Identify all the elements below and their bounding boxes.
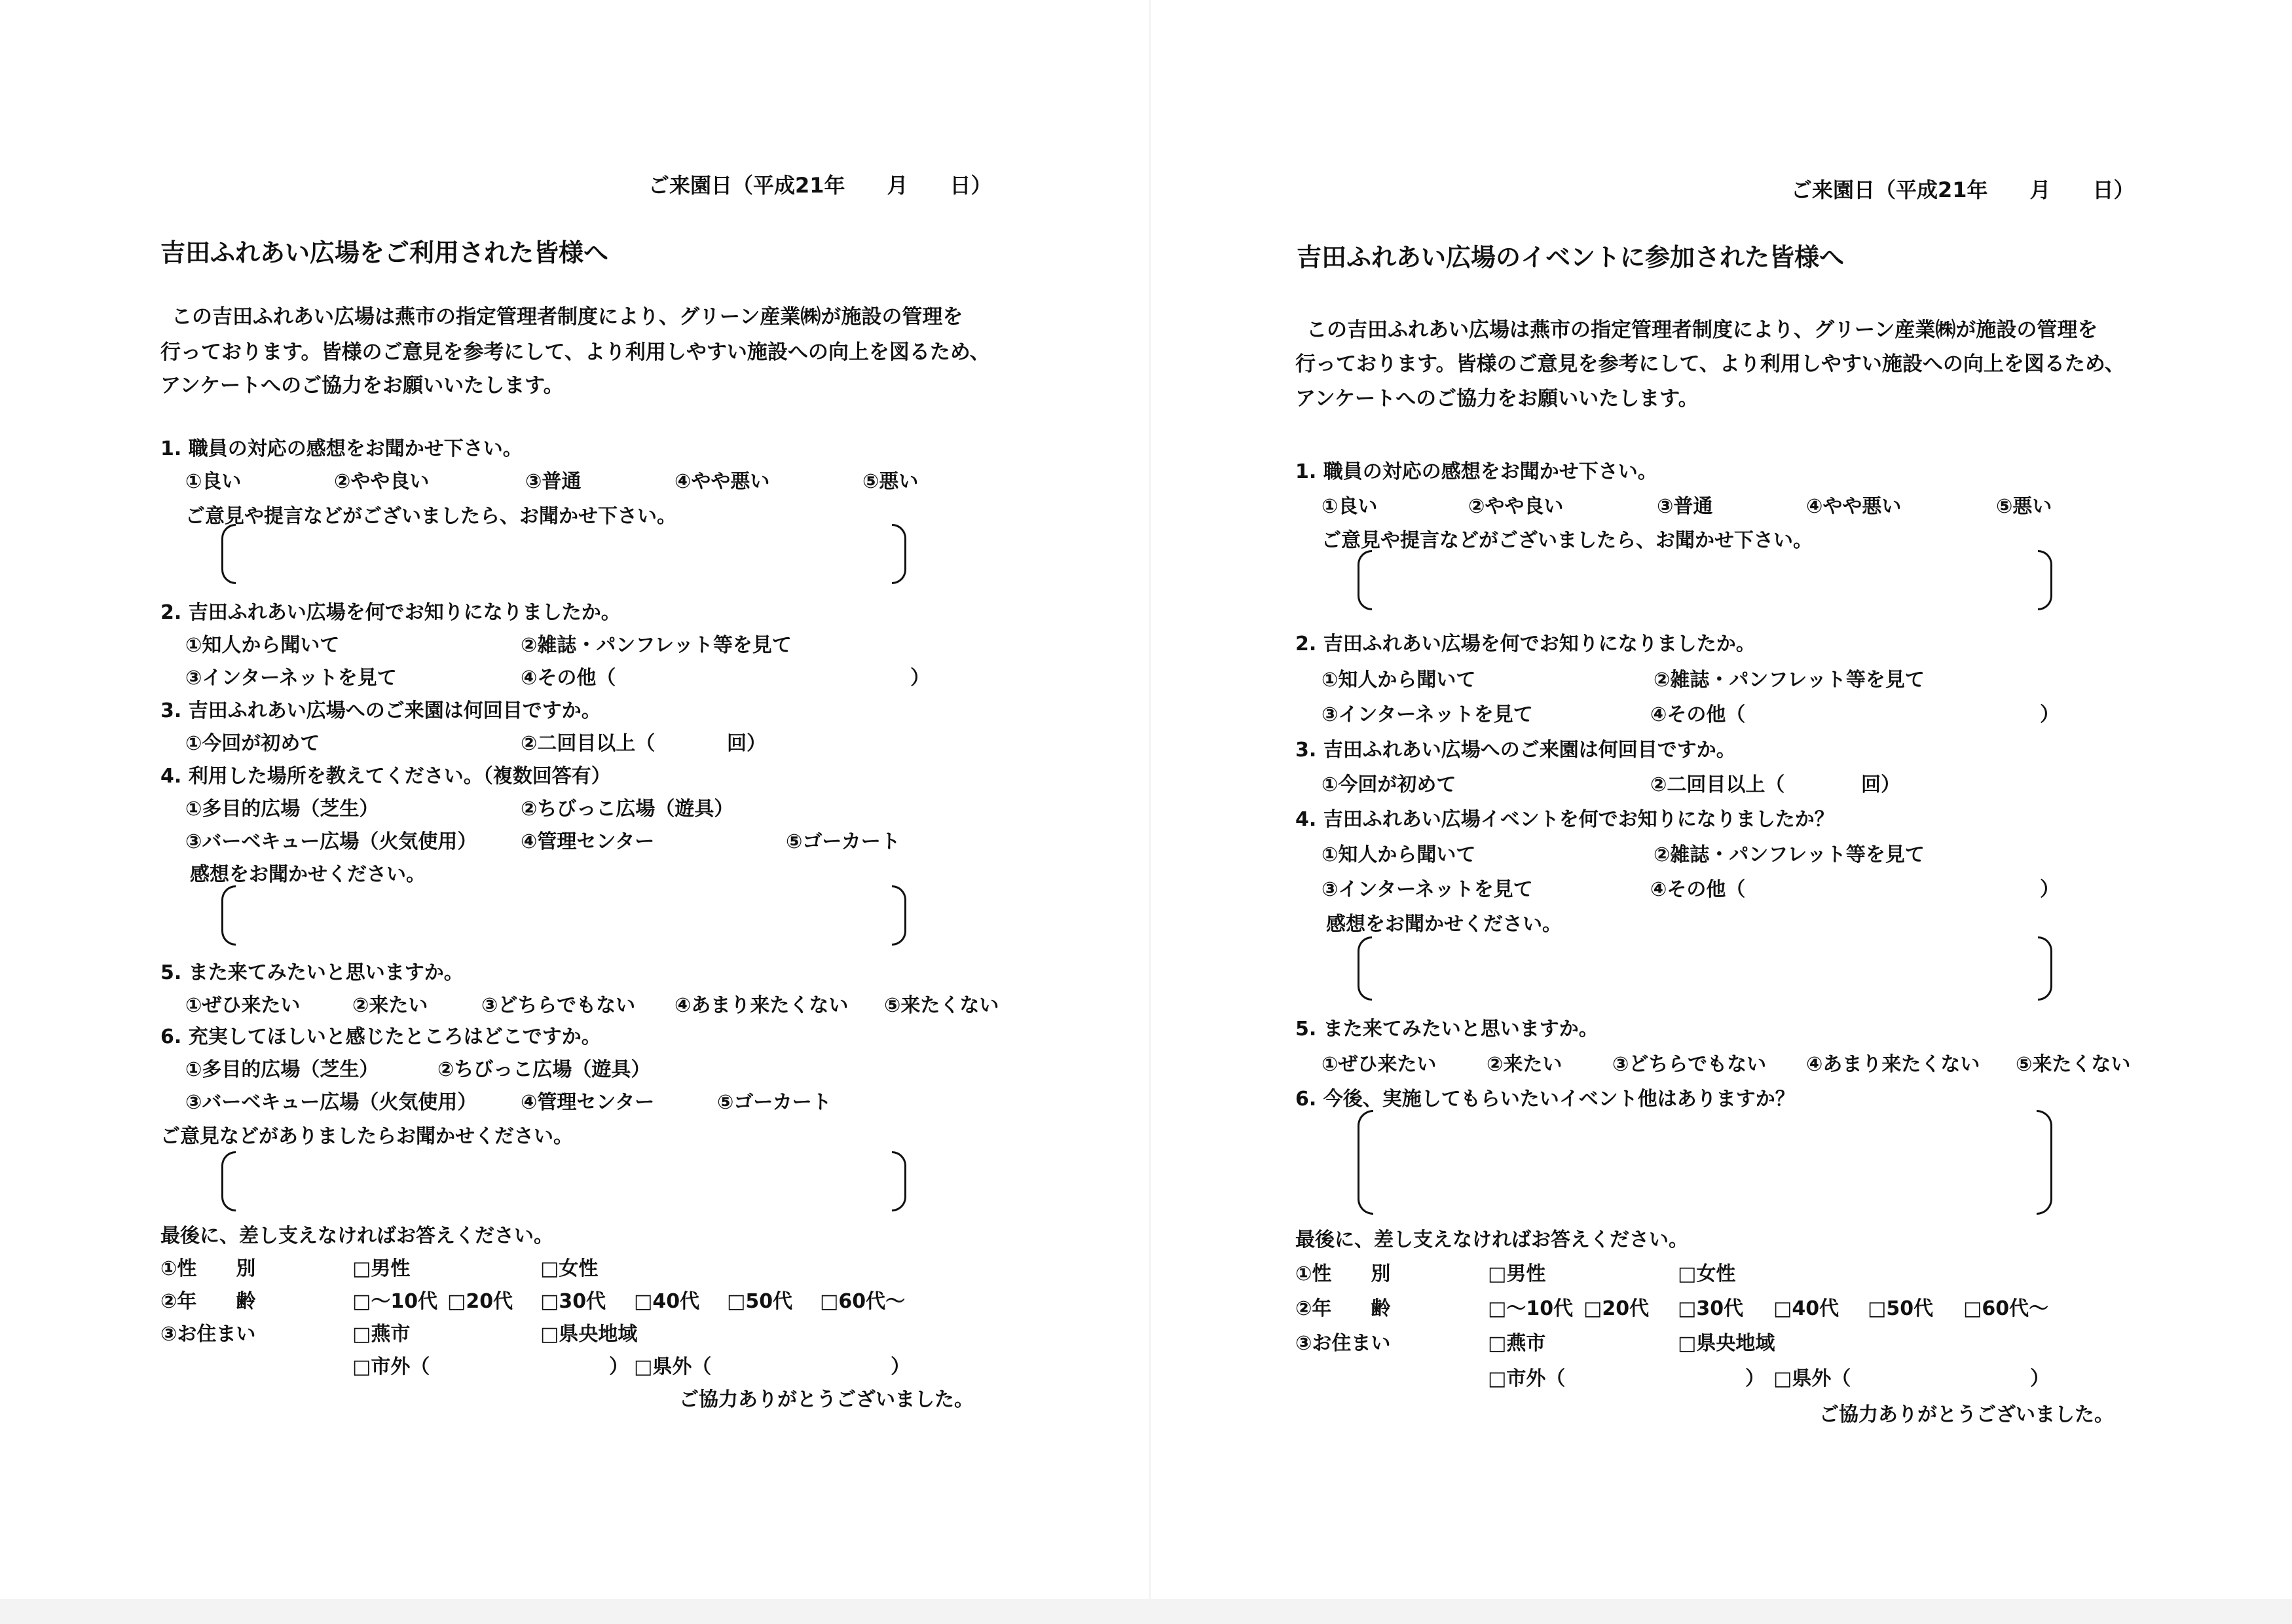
question-5: 5. また来てみたいと思いますか。 (160, 961, 464, 984)
question-5: 5. また来てみたいと思いますか。 (1295, 1018, 1599, 1041)
q1-comment-area[interactable] (1372, 550, 2038, 610)
address-label: ③お住まい (1295, 1332, 1391, 1355)
age-30s-checkbox[interactable]: □30代 (1678, 1297, 1744, 1320)
address-tsubame-checkbox[interactable]: □燕市 (352, 1323, 411, 1346)
gender-female-checkbox[interactable]: □女性 (1678, 1263, 1736, 1285)
q4-comment-area[interactable] (236, 885, 892, 946)
q1-option-1[interactable]: ①良い (1322, 495, 1378, 518)
q4-bracket-right (892, 885, 906, 946)
scan-shadow (0, 1599, 2292, 1624)
q4-option-3[interactable]: ③インターネットを見て (1322, 878, 1533, 901)
q5-option-5[interactable]: ⑤来たくない (884, 994, 999, 1017)
thanks-message: ご協力ありがとうございました。 (679, 1388, 974, 1411)
q5-option-1[interactable]: ①ぜひ来たい (185, 994, 301, 1017)
q4-option-4-close: ） (2040, 878, 2060, 901)
address-outside-city-close: ） (609, 1356, 629, 1378)
q1-bracket-left (1358, 550, 1372, 610)
q1-option-1[interactable]: ①良い (185, 470, 242, 493)
q3-option-1[interactable]: ①今回が初めて (185, 732, 320, 755)
q4-option-1[interactable]: ①知人から聞いて (1322, 843, 1476, 866)
address-outside-city-close: ） (1745, 1367, 1765, 1390)
q1-option-3[interactable]: ③普通 (525, 470, 582, 493)
question-3: 3. 吉田ふれあい広場へのご来園は何回目ですか。 (1295, 739, 1736, 762)
question-1: 1. 職員の対応の感想をお聞かせ下さい。 (1295, 460, 1657, 483)
address-outside-prefecture-close: ） (2030, 1367, 2050, 1390)
address-tsubame-checkbox[interactable]: □燕市 (1488, 1332, 1546, 1355)
q2-option-4-close: ） (2040, 703, 2060, 726)
age-under10-checkbox[interactable]: □～10代 (1488, 1297, 1574, 1320)
q2-option-1[interactable]: ①知人から聞いて (185, 634, 340, 657)
q5-option-5[interactable]: ⑤来たくない (2016, 1053, 2131, 1076)
q2-option-2[interactable]: ②雑誌・パンフレット等を見て (521, 634, 792, 657)
address-outside-city-checkbox[interactable]: □市外（ (352, 1356, 430, 1378)
gender-male-checkbox[interactable]: □男性 (352, 1257, 411, 1280)
question-6: 6. 今後、実施してもらいたいイベント他はありますか？ (1295, 1088, 1795, 1111)
q1-option-4[interactable]: ④やや悪い (1806, 495, 1902, 518)
q6-option-4[interactable]: ④管理センター (521, 1091, 655, 1114)
q1-option-2[interactable]: ②やや良い (1468, 495, 1564, 518)
q6-comment-prompt: ご意見などがありましたらお聞かせください。 (160, 1125, 573, 1148)
age-20s-checkbox[interactable]: □20代 (447, 1290, 513, 1313)
q1-option-5[interactable]: ⑤悪い (862, 470, 919, 493)
gender-female-checkbox[interactable]: □女性 (540, 1257, 599, 1280)
q2-option-4[interactable]: ④その他（ (521, 667, 616, 690)
form-title: 吉田ふれあい広場のイベントに参加された皆様へ (1297, 243, 1845, 272)
q4-option-5[interactable]: ⑤ゴーカート (786, 830, 900, 853)
q1-comment-prompt: ご意見や提言などがございましたら、お聞かせ下さい。 (185, 505, 676, 528)
age-label: ②年 齢 (1295, 1297, 1391, 1320)
q2-option-3[interactable]: ③インターネットを見て (185, 667, 397, 690)
q6-comment-area[interactable] (1373, 1110, 2037, 1215)
q1-option-3[interactable]: ③普通 (1657, 495, 1713, 518)
q2-option-2[interactable]: ②雑誌・パンフレット等を見て (1654, 669, 1925, 692)
q5-option-4[interactable]: ④あまり来たくない (1806, 1053, 1980, 1076)
q4-comment-area[interactable] (1372, 936, 2038, 1001)
question-2: 2. 吉田ふれあい広場を何でお知りになりましたか。 (160, 601, 621, 624)
address-outside-prefecture-close: ） (891, 1356, 910, 1378)
final-prompt: 最後に、差し支えなければお答えください。 (160, 1225, 553, 1247)
q5-option-3[interactable]: ③どちらでもない (481, 994, 636, 1017)
age-60s-checkbox[interactable]: □60代～ (1963, 1297, 2049, 1320)
q1-option-4[interactable]: ④やや悪い (675, 470, 770, 493)
final-prompt: 最後に、差し支えなければお答えください。 (1295, 1228, 1688, 1251)
q6-bracket-right (892, 1151, 906, 1211)
question-1: 1. 職員の対応の感想をお聞かせ下さい。 (160, 437, 523, 460)
age-60s-checkbox[interactable]: □60代～ (820, 1290, 906, 1313)
visit-date-field[interactable]: ご来園日（平成21年 月 日） (1791, 177, 2135, 202)
q3-option-1[interactable]: ①今回が初めて (1322, 773, 1456, 796)
age-20s-checkbox[interactable]: □20代 (1583, 1297, 1650, 1320)
age-30s-checkbox[interactable]: □30代 (540, 1290, 606, 1313)
intro-line-2: 行っております。皆様のご意見を参考にして、より利用しやすい施設への向上を図るため、 (1295, 352, 2125, 376)
q4-option-4[interactable]: ④管理センター (521, 830, 655, 853)
q6-option-5[interactable]: ⑤ゴーカート (717, 1091, 832, 1114)
q4-option-3[interactable]: ③バーベキュー広場（火気使用） (185, 830, 477, 853)
address-outside-city-checkbox[interactable]: □市外（ (1488, 1367, 1566, 1390)
q5-option-2[interactable]: ②来たい (352, 994, 428, 1017)
age-under10-checkbox[interactable]: □～10代 (352, 1290, 438, 1313)
form-title: 吉田ふれあい広場をご利用された皆様へ (160, 238, 609, 267)
q3-option-2[interactable]: ②二回目以上（ (1650, 773, 1785, 796)
question-4: 4. 吉田ふれあい広場イベントを何でお知りになりましたか？ (1295, 808, 1834, 831)
age-50s-checkbox[interactable]: □50代 (1868, 1297, 1934, 1320)
q4-bracket-left (221, 885, 236, 946)
q4-comment-prompt: 感想をお聞かせください。 (1326, 913, 1562, 936)
q1-bracket-right (892, 524, 906, 584)
question-4: 4. 利用した場所を教えてください。（複数回答有） (160, 765, 611, 788)
q5-option-2[interactable]: ②来たい (1487, 1053, 1562, 1076)
q1-option-5[interactable]: ⑤悪い (1996, 495, 2052, 518)
q6-comment-area[interactable] (236, 1151, 892, 1211)
page-fold (1149, 0, 1151, 1624)
q2-option-1[interactable]: ①知人から聞いて (1322, 669, 1476, 692)
age-40s-checkbox[interactable]: □40代 (1773, 1297, 1839, 1320)
visit-date-field[interactable]: ご来園日（平成21年 月 日） (648, 173, 992, 198)
gender-male-checkbox[interactable]: □男性 (1488, 1263, 1546, 1285)
q3-option-2[interactable]: ②二回目以上（ (521, 732, 656, 755)
age-40s-checkbox[interactable]: □40代 (634, 1290, 700, 1313)
thanks-message: ご協力ありがとうございました。 (1819, 1403, 2114, 1426)
q5-option-3[interactable]: ③どちらでもない (1612, 1053, 1767, 1076)
age-50s-checkbox[interactable]: □50代 (727, 1290, 793, 1313)
q1-comment-area[interactable] (236, 524, 892, 584)
q4-bracket-right (2038, 936, 2052, 1001)
address-kenou-checkbox[interactable]: □県央地域 (1678, 1332, 1775, 1355)
q4-option-1[interactable]: ①多目的広場（芝生） (185, 798, 379, 821)
age-label: ②年 齢 (160, 1290, 256, 1313)
question-2: 2. 吉田ふれあい広場を何でお知りになりましたか。 (1295, 633, 1756, 655)
intro-line-1: この吉田ふれあい広場は燕市の指定管理者制度により、グリーン産業㈱が施設の管理を (1306, 318, 2098, 342)
q6-option-2[interactable]: ②ちびっこ広場（遊具） (437, 1058, 651, 1081)
q5-option-1[interactable]: ①ぜひ来たい (1322, 1053, 1437, 1076)
intro-line-3: アンケートへのご協力をお願いいたします。 (1295, 387, 1699, 411)
address-kenou-checkbox[interactable]: □県央地域 (540, 1323, 638, 1346)
q5-option-4[interactable]: ④あまり来たくない (675, 994, 849, 1017)
address-outside-prefecture-checkbox[interactable]: □県外（ (634, 1356, 712, 1378)
gender-label: ①性 別 (1295, 1263, 1391, 1285)
question-6: 6. 充実してほしいと感じたところはどこですか。 (160, 1025, 601, 1048)
q3-option-2-close: 回） (1861, 773, 1900, 796)
q2-option-3[interactable]: ③インターネットを見て (1322, 703, 1533, 726)
q4-comment-prompt: 感想をお聞かせください。 (190, 863, 426, 886)
q1-option-2[interactable]: ②やや良い (334, 470, 430, 493)
intro-line-2: 行っております。皆様のご意見を参考にして、より利用しやすい施設への向上を図るため、 (160, 341, 990, 364)
address-label: ③お住まい (160, 1323, 256, 1346)
q6-bracket-left (1358, 1110, 1373, 1215)
q4-option-2[interactable]: ②雑誌・パンフレット等を見て (1654, 843, 1925, 866)
q6-bracket-left (221, 1151, 236, 1211)
q2-option-4[interactable]: ④その他（ (1650, 703, 1746, 726)
q6-option-1[interactable]: ①多目的広場（芝生） (185, 1058, 379, 1081)
q4-option-2[interactable]: ②ちびっこ広場（遊具） (521, 798, 734, 821)
address-outside-prefecture-checkbox[interactable]: □県外（ (1773, 1367, 1851, 1390)
q1-comment-prompt: ご意見や提言などがございましたら、お聞かせ下さい。 (1322, 529, 1813, 552)
q6-bracket-right (2037, 1110, 2052, 1215)
q2-option-4-close: ） (910, 667, 930, 690)
intro-line-3: アンケートへのご協力をお願いいたします。 (160, 374, 564, 397)
q1-bracket-left (221, 524, 236, 584)
gender-label: ①性 別 (160, 1257, 256, 1280)
q6-option-3[interactable]: ③バーベキュー広場（火気使用） (185, 1091, 477, 1114)
q4-bracket-left (1358, 936, 1372, 1001)
question-3: 3. 吉田ふれあい広場へのご来園は何回目ですか。 (160, 699, 601, 722)
q1-bracket-right (2038, 550, 2052, 610)
q3-option-2-close: 回） (727, 732, 766, 755)
q4-option-4[interactable]: ④その他（ (1650, 878, 1746, 901)
intro-line-1: この吉田ふれあい広場は燕市の指定管理者制度により、グリーン産業㈱が施設の管理を (172, 305, 963, 329)
